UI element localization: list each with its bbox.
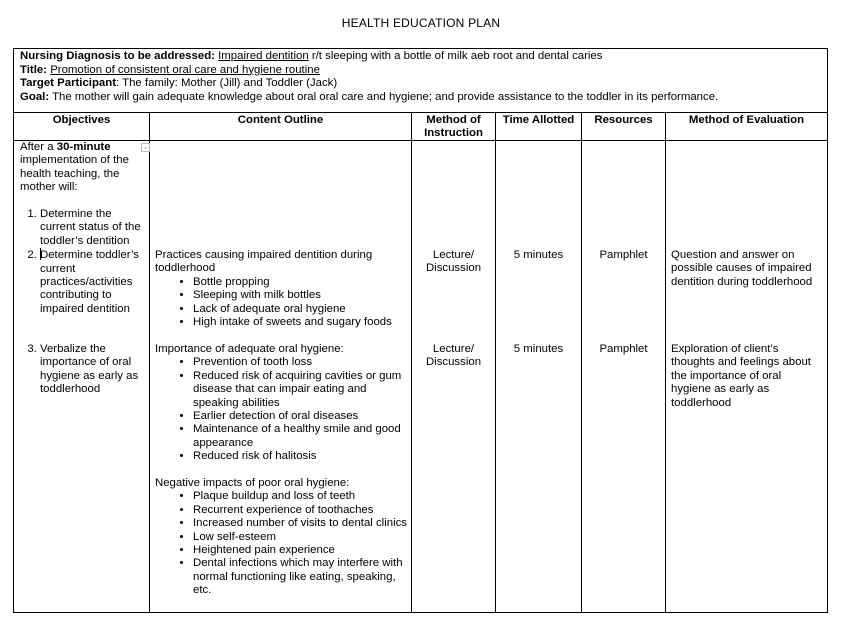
title-value: Promotion of consistent oral care and hygiene routine [50, 63, 320, 76]
content-item: • Increased number of visits to dental clinics [193, 517, 409, 530]
content-item: • Recurrent experience of toothaches [193, 504, 409, 517]
content-item: • Earlier detection of oral diseases [193, 410, 409, 423]
time-cell: 5 minutes [513, 249, 564, 261]
target-line [20, 77, 827, 91]
goal-line [20, 91, 827, 105]
content-list [155, 276, 409, 330]
diagnosis-label: Nursing Diagnosis to be addressed [20, 50, 212, 62]
column-divider [581, 113, 582, 612]
column-header-objectives: Objectives [52, 114, 111, 126]
content-item: • Heightened pain experience [193, 544, 409, 557]
objectives-cell[interactable] [20, 141, 142, 316]
content-item: • High intake of sweets and sugary foods [193, 316, 409, 329]
resources-cell: Pamphlet [599, 343, 648, 355]
objective-item: 1. Determine the current status of the toddler’s dentition [40, 208, 142, 248]
column-header-method: Method of Instruction [424, 114, 483, 140]
column-divider [149, 113, 150, 612]
column-header-resources: Resources [594, 114, 653, 126]
objective-item: 2. Determine toddler’s current practices/activities contributing to impaired dentition [40, 248, 142, 316]
content-item: • Reduced risk of halitosis [193, 450, 409, 463]
method-cell: Lecture/ Discussion [425, 343, 482, 369]
content-item: • Low self-esteem [193, 531, 409, 544]
content-list [155, 490, 409, 597]
content-item: • Plaque buildup and loss of teeth [193, 490, 409, 503]
diagnosis-value: Impaired dentition [218, 50, 309, 62]
column-divider [495, 113, 496, 612]
objective-item: 3. Verbalize the importance of oral hygiene as early as toddlerhood [40, 343, 142, 397]
objectives-intro: After a 30-minute implementation of the health teaching, the mother will: [20, 141, 129, 194]
goal-value: The mother will gain adequate knowledge about oral oral care and hygiene; and provide assistance to the toddler in its performance. [49, 90, 719, 103]
title-line [20, 64, 827, 78]
content-list [155, 356, 409, 463]
content-heading: Practices causing impaired dentition during toddlerhood [155, 249, 373, 275]
content-item: • Reduced risk of acquiring cavities or gum disease that can impair eating and speaking abilities [193, 370, 409, 410]
objectives-list [20, 343, 142, 397]
plan-header [14, 49, 827, 113]
column-header-time: Time Allotted [502, 114, 575, 126]
health-education-plan-table [13, 48, 828, 613]
page-title: HEALTH EDUCATION PLAN [341, 16, 501, 30]
objectives-list [20, 208, 142, 316]
evaluation-cell: Exploration of client’s thoughts and feelings about the importance of oral hygiene as early as toddlerhood [671, 343, 811, 409]
target-label: Target Participant [20, 77, 116, 89]
goal-label: Goal: [20, 90, 50, 103]
content-item: • Bottle propping [193, 276, 409, 289]
column-divider [665, 113, 666, 612]
column-header-evaluation: Method of Evaluation [688, 114, 805, 126]
column-header-content: Content Outline [237, 114, 324, 126]
content-heading: Importance of adequate oral hygiene: [155, 343, 344, 355]
content-section-importance [155, 343, 409, 598]
content-heading: Negative impacts of poor oral hygiene: [155, 477, 350, 490]
title-label: Title: [20, 63, 48, 76]
content-section-practices [155, 249, 409, 329]
content-item: • Sleeping with milk bottles [193, 289, 409, 302]
content-item: • Dental infections which may interfere with normal functioning like eating, speaking, etc. [193, 557, 409, 597]
evaluation-cell: Question and answer on possible causes of impaired dentition during toddlerhood [671, 249, 813, 288]
target-value: : The family: Mother (Jill) and Toddler (Jack) [116, 77, 338, 89]
method-cell: Lecture/ Discussion [425, 249, 482, 275]
objectives-cell-lower[interactable] [20, 343, 142, 397]
resources-cell: Pamphlet [599, 249, 648, 261]
content-item: • Maintenance of a healthy smile and good appearance [193, 423, 409, 450]
content-item: • Prevention of tooth loss [193, 356, 409, 369]
dropdown-caret-icon[interactable]: ⌄ [142, 144, 149, 151]
content-item: • Lack of adequate oral hygiene [193, 303, 409, 316]
diagnosis-line: Nursing Diagnosis to be addressed: Impaired dentition r/t sleeping with a bottle of milk aeb root and dental caries [20, 50, 603, 62]
time-cell: 5 minutes [513, 343, 564, 355]
diagnosis-rest: r/t sleeping with a bottle of milk aeb root and dental caries [308, 50, 603, 62]
